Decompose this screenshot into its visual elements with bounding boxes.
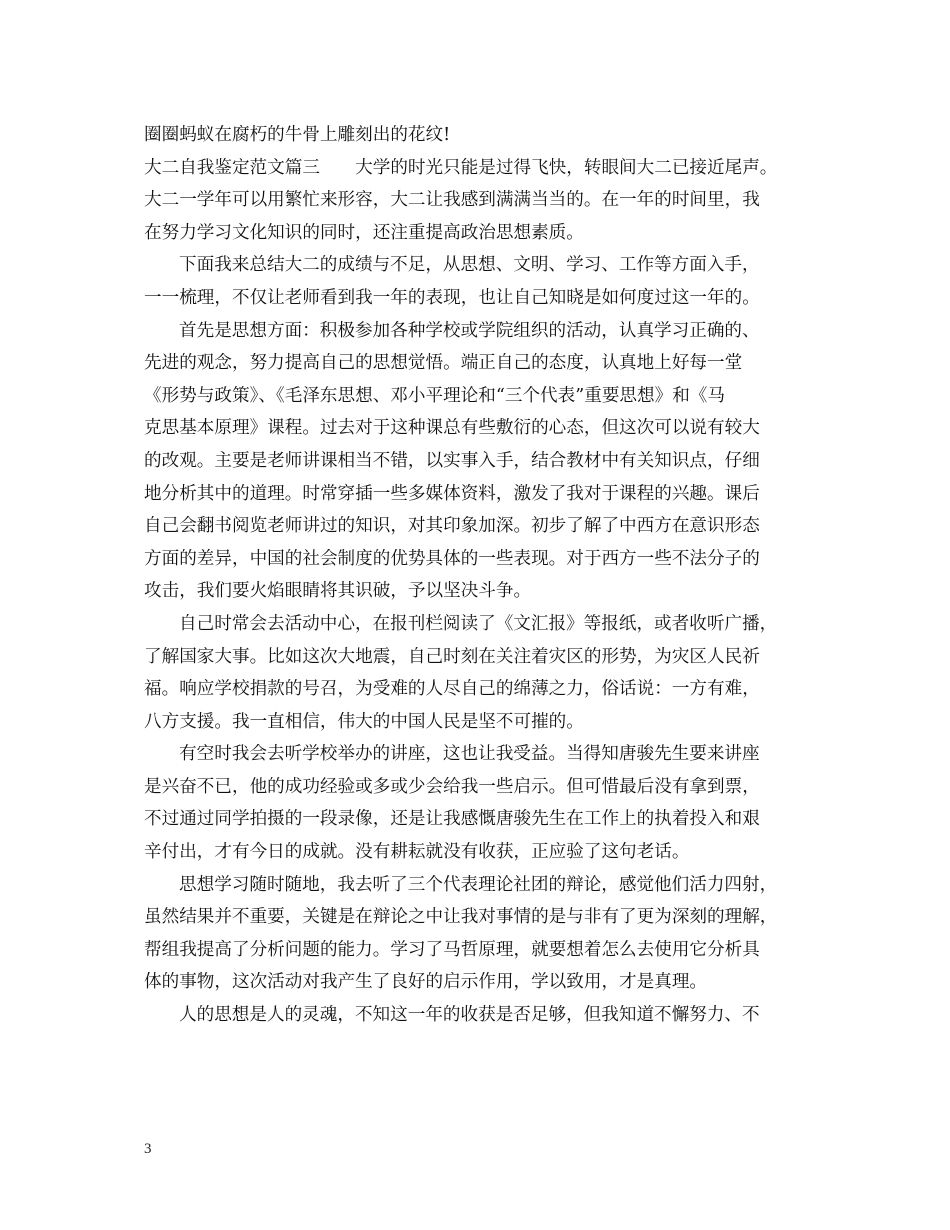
text-line: 思想学习随时随地，我去听了三个代表理论社团的辩论，感觉他们活力四射， <box>179 874 778 895</box>
text-line: 了解国家大事。比如这次大地震，自己时刻在关注着灾区的形势，为灾区人民祈 <box>144 646 760 667</box>
text-line: 自己时常会去活动中心，在报刊栏阅读了《文汇报》等报纸，或者收听广播， <box>179 613 778 634</box>
text-line: 攻击，我们要火焰眼睛将其识破，予以坚决斗争。 <box>144 581 532 602</box>
text-line: 大二自我鉴定范文篇三 大学的时光只能是过得飞快，转眼间大二已接近尾声。 <box>144 157 778 178</box>
text-line: 人的思想是人的灵魂，不知这一年的收获是否足够，但我知道不懈努力、不 <box>179 1005 760 1026</box>
text-line: 的改观。主要是老师讲课相当不错，以实事入手，结合教材中有关知识点，仔细 <box>144 450 760 471</box>
text-line: 圈圈蚂蚁在腐朽的牛骨上雕刻出的花纹! <box>144 125 451 145</box>
text-line: 八方支援。我一直相信，伟大的中国人民是坚不可摧的。 <box>144 711 584 732</box>
text-line: 先进的观念，努力提高自己的思想觉悟。端正自己的态度，认真地上好每一堂 <box>144 353 743 374</box>
text-line: 地分析其中的道理。时常穿插一些多媒体资料，激发了我对于课程的兴趣。课后 <box>144 483 760 504</box>
text-line: 体的事物，这次活动对我产生了良好的启示作用，学以致用，才是真理。 <box>144 972 708 993</box>
text-line: 自己会翻书阅览老师讲过的知识，对其印象加深。初步了解了中西方在意识形态 <box>144 516 760 537</box>
text-line: 一一梳理，不仅让老师看到我一年的表现，也让自己知晓是如何度过这一年的。 <box>144 287 760 308</box>
text-line: 方面的差异，中国的社会制度的优势具体的一些表现。对于西方一些不法分子的 <box>144 548 760 569</box>
text-line: 不过通过同学拍摄的一段录像，还是让我感慨唐骏先生在工作上的执着投入和艰 <box>144 809 760 830</box>
text-line: 大二一学年可以用繁忙来形容，大二让我感到满满当当的。在一年的时间里，我 <box>144 190 760 211</box>
text-line: 克思基本原理》课程。过去对于这种课总有些敷衍的心态，但这次可以说有较大 <box>144 418 760 439</box>
text-line: 虽然结果并不重要，关键是在辩论之中让我对事情的是与非有了更为深刻的理解， <box>144 907 778 928</box>
text-line: 在努力学习文化知识的同时，还注重提高政治思想素质。 <box>144 222 584 243</box>
page-number: 3 <box>144 1141 152 1157</box>
text-line: 是兴奋不已，他的成功经验或多或少会给我一些启示。但可惜最后没有拿到票， <box>144 776 760 797</box>
text-line: 《形势与政策》、《毛泽东思想、邓小平理论和“三个代表”重要思想》和《马 <box>144 385 725 406</box>
text-line: 有空时我会去听学校举办的讲座，这也让我受益。当得知唐骏先生要来讲座 <box>179 744 760 765</box>
text-line: 下面我来总结大二的成绩与不足，从思想、文明、学习、工作等方面入手， <box>179 255 760 276</box>
document-body <box>144 119 816 1032</box>
text-line: 首先是思想方面：积极参加各种学校或学院组织的活动，认真学习正确的、 <box>179 320 760 341</box>
text-line: 辛付出，才有今日的成就。没有耕耘就没有收获，正应验了这句老话。 <box>144 842 690 863</box>
text-line: 福。响应学校捐款的号召，为受难的人尽自己的绵薄之力，俗话说：一方有难， <box>144 679 760 700</box>
text-line: 帮组我提高了分析问题的能力。学习了马哲原理，就要想着怎么去使用它分析具 <box>144 939 760 960</box>
